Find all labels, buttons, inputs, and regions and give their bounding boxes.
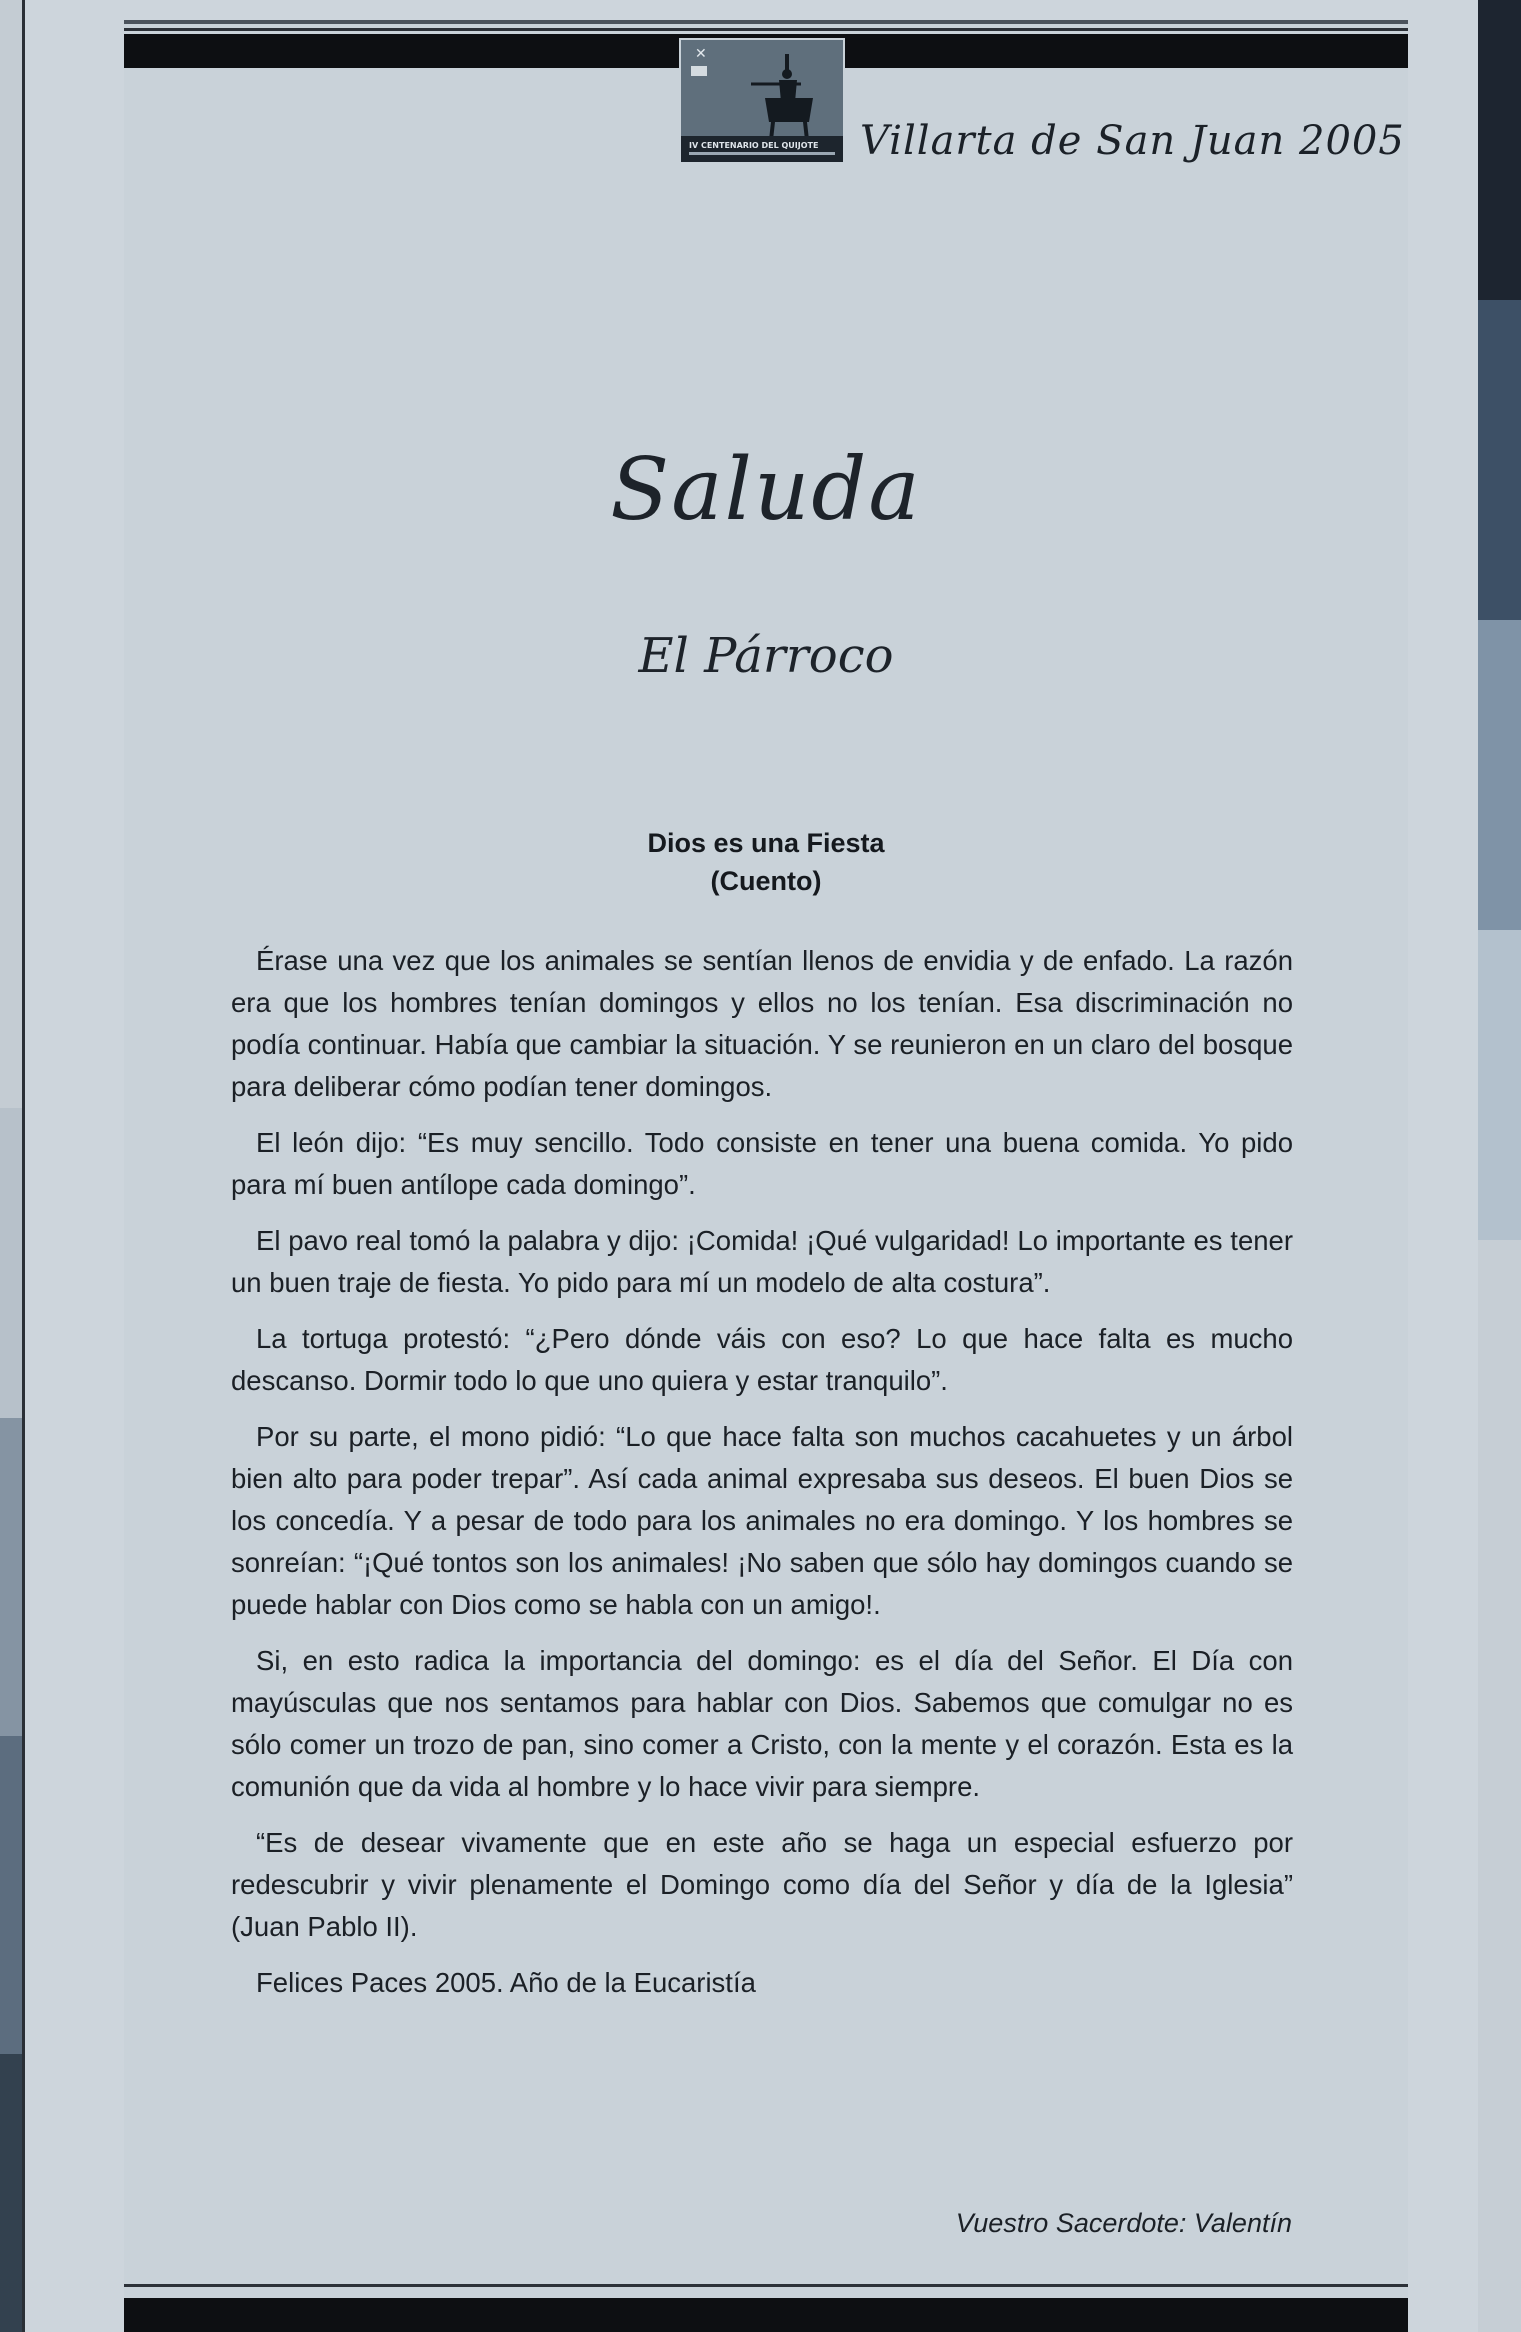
quijote-centenary-logo bbox=[679, 38, 845, 164]
logo-caption: IV CENTENARIO DEL QUIJOTE bbox=[689, 141, 819, 150]
document-page bbox=[124, 20, 1408, 2332]
story-subtitle: (Cuento) bbox=[710, 866, 822, 896]
svg-text:✕: ✕ bbox=[695, 46, 707, 62]
paragraph: “Es de desear vivamente que en este año se haga un especial esfuerzo por redescubrir y vivir plenamente el Domingo como día del Señor y día de la Iglesia” (Juan Pablo II). bbox=[231, 1827, 1293, 1942]
paragraph: Felices Paces 2005. Año de la Eucaristía bbox=[256, 1967, 756, 1998]
paragraph: El pavo real tomó la palabra y dijo: ¡Comida! ¡Qué vulgaridad! Lo importante es tener un buen traje de fiesta. Yo pido para mí un modelo de alta costura”. bbox=[231, 1225, 1293, 1298]
story-heading bbox=[124, 824, 1408, 900]
paragraph: Si, en esto radica la importancia del domingo: es el día del Señor. El Día con mayúsculas que nos sentamos para hablar con Dios. Sabemos que comulgar no es sólo comer un trozo de pan, sino comer a Cristo, con la mente y el corazón. Esta es la comunión que da vida al hombre y lo hace vivir para siempre. bbox=[231, 1645, 1293, 1802]
story-body bbox=[231, 940, 1293, 2018]
header-title: Villarta de San Juan 2005 bbox=[860, 118, 1405, 164]
page-subtitle: El Párroco bbox=[638, 628, 894, 684]
footer-bar bbox=[124, 2284, 1408, 2332]
paragraph: El león dijo: “Es muy sencillo. Todo consiste en tener una buena comida. Yo pido para mí buen antílope cada domingo”. bbox=[231, 1127, 1293, 1200]
left-margin-line bbox=[22, 0, 25, 2332]
signature: Vuestro Sacerdote: Valentín bbox=[955, 2208, 1292, 2238]
left-edge-tabs bbox=[0, 0, 22, 2332]
paragraph: La tortuga protestó: “¿Pero dónde váis con eso? Lo que hace falta es mucho descanso. Dormir todo lo que uno quiera y estar tranquilo”. bbox=[231, 1323, 1293, 1396]
page-title: Saluda bbox=[610, 440, 922, 540]
paragraph: Por su parte, el mono pidió: “Lo que hace falta son muchos cacahuetes y un árbol bien alto para poder trepar”. Así cada animal expresaba sus deseos. El buen Dios se los concedía. Y a pesar de todo para los animales no era domingo. Y los hombres se sonreían: “¡Qué tontos son los animales! ¡No saben que sólo hay domingos cuando se puede hablar con Dios como se habla con un amigo!. bbox=[231, 1421, 1293, 1620]
paragraph: Érase una vez que los animales se sentían llenos de envidia y de enfado. La razón era que los hombres tenían domingos y ellos no los tenían. Esa discriminación no podía continuar. Había que cambiar la situación. Y se reunieron en un claro del bosque para deliberar cómo podían tener domingos. bbox=[231, 945, 1293, 1102]
right-edge-tabs bbox=[1478, 0, 1521, 2332]
story-title: Dios es una Fiesta bbox=[647, 828, 885, 858]
